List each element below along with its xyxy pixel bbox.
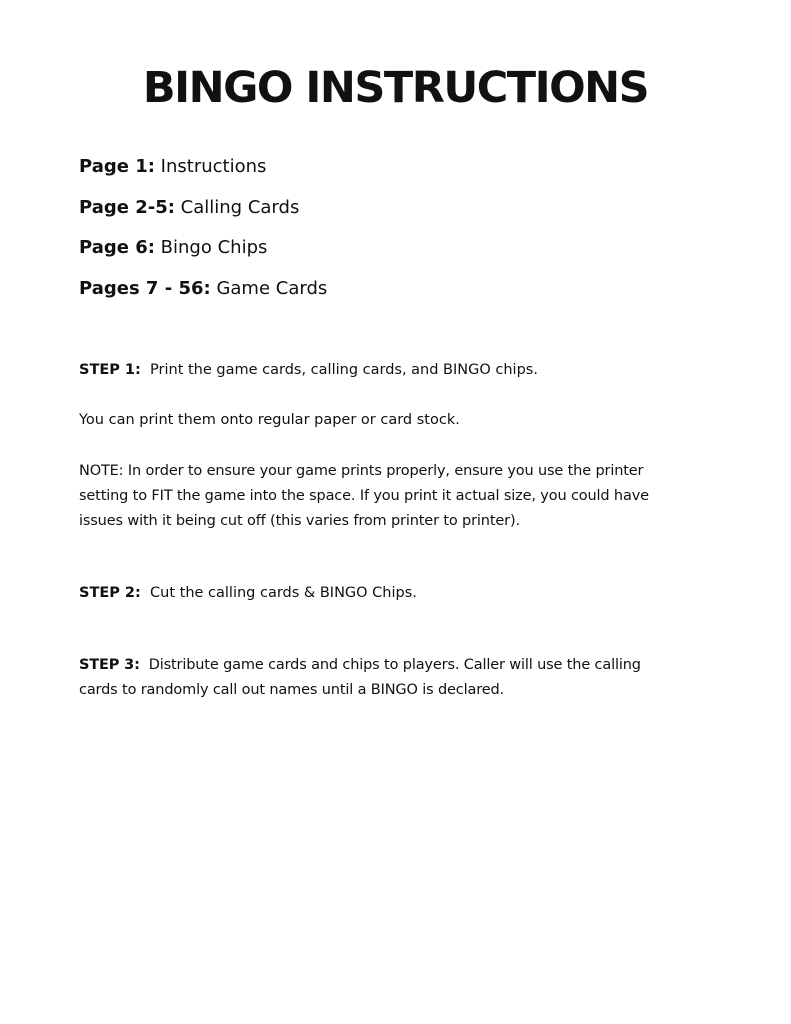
printer-note [79,459,719,534]
contents-item-page-2-5 [79,195,719,221]
step-1 [79,358,719,383]
contents-item-page-1 [79,154,719,180]
page-contents-list [79,154,719,316]
contents-item-text: Bingo Chips [160,237,268,258]
step-2-text: Cut the calling cards & BINGO Chips. [150,585,417,601]
contents-item-label: Page 6: [79,237,155,258]
contents-item-text: Instructions [160,156,267,177]
page-title: BINGO INSTRUCTIONS [142,63,649,113]
contents-item-page-6 [79,235,719,261]
step-2 [79,581,719,606]
contents-item-pages-7-56 [79,276,719,302]
step-3 [79,653,719,703]
step-3-line-2: cards to randomly call out names until a BINGO is declared. [79,682,505,698]
contents-item-label: Page 2-5: [79,196,175,218]
step-3-text: Distribute game cards and chips to players. Caller will use the calling [148,657,641,673]
step-3-label: STEP 3: [79,657,140,673]
step-1-label: STEP 1: [79,362,141,378]
step-1-text: Print the game cards, calling cards, and BINGO chips. [150,362,538,378]
step-2-label: STEP 2: [79,585,141,601]
contents-item-label: Page 1: [79,156,155,177]
contents-item-label: Pages 7 - 56: [79,277,211,299]
contents-item-text: Calling Cards [180,196,300,218]
step-3-line-1 [79,653,719,678]
paper-note: You can print them onto regular paper or card stock. [79,412,460,428]
printer-note-line-2: setting to FIT the game into the space. If you print it actual size, you could have [79,488,649,504]
printer-note-line-1: NOTE: In order to ensure your game prints properly, ensure you use the printer [79,463,644,479]
contents-item-text: Game Cards [216,277,328,299]
printer-note-line-3: issues with it being cut off (this varies from printer to printer). [79,513,520,529]
